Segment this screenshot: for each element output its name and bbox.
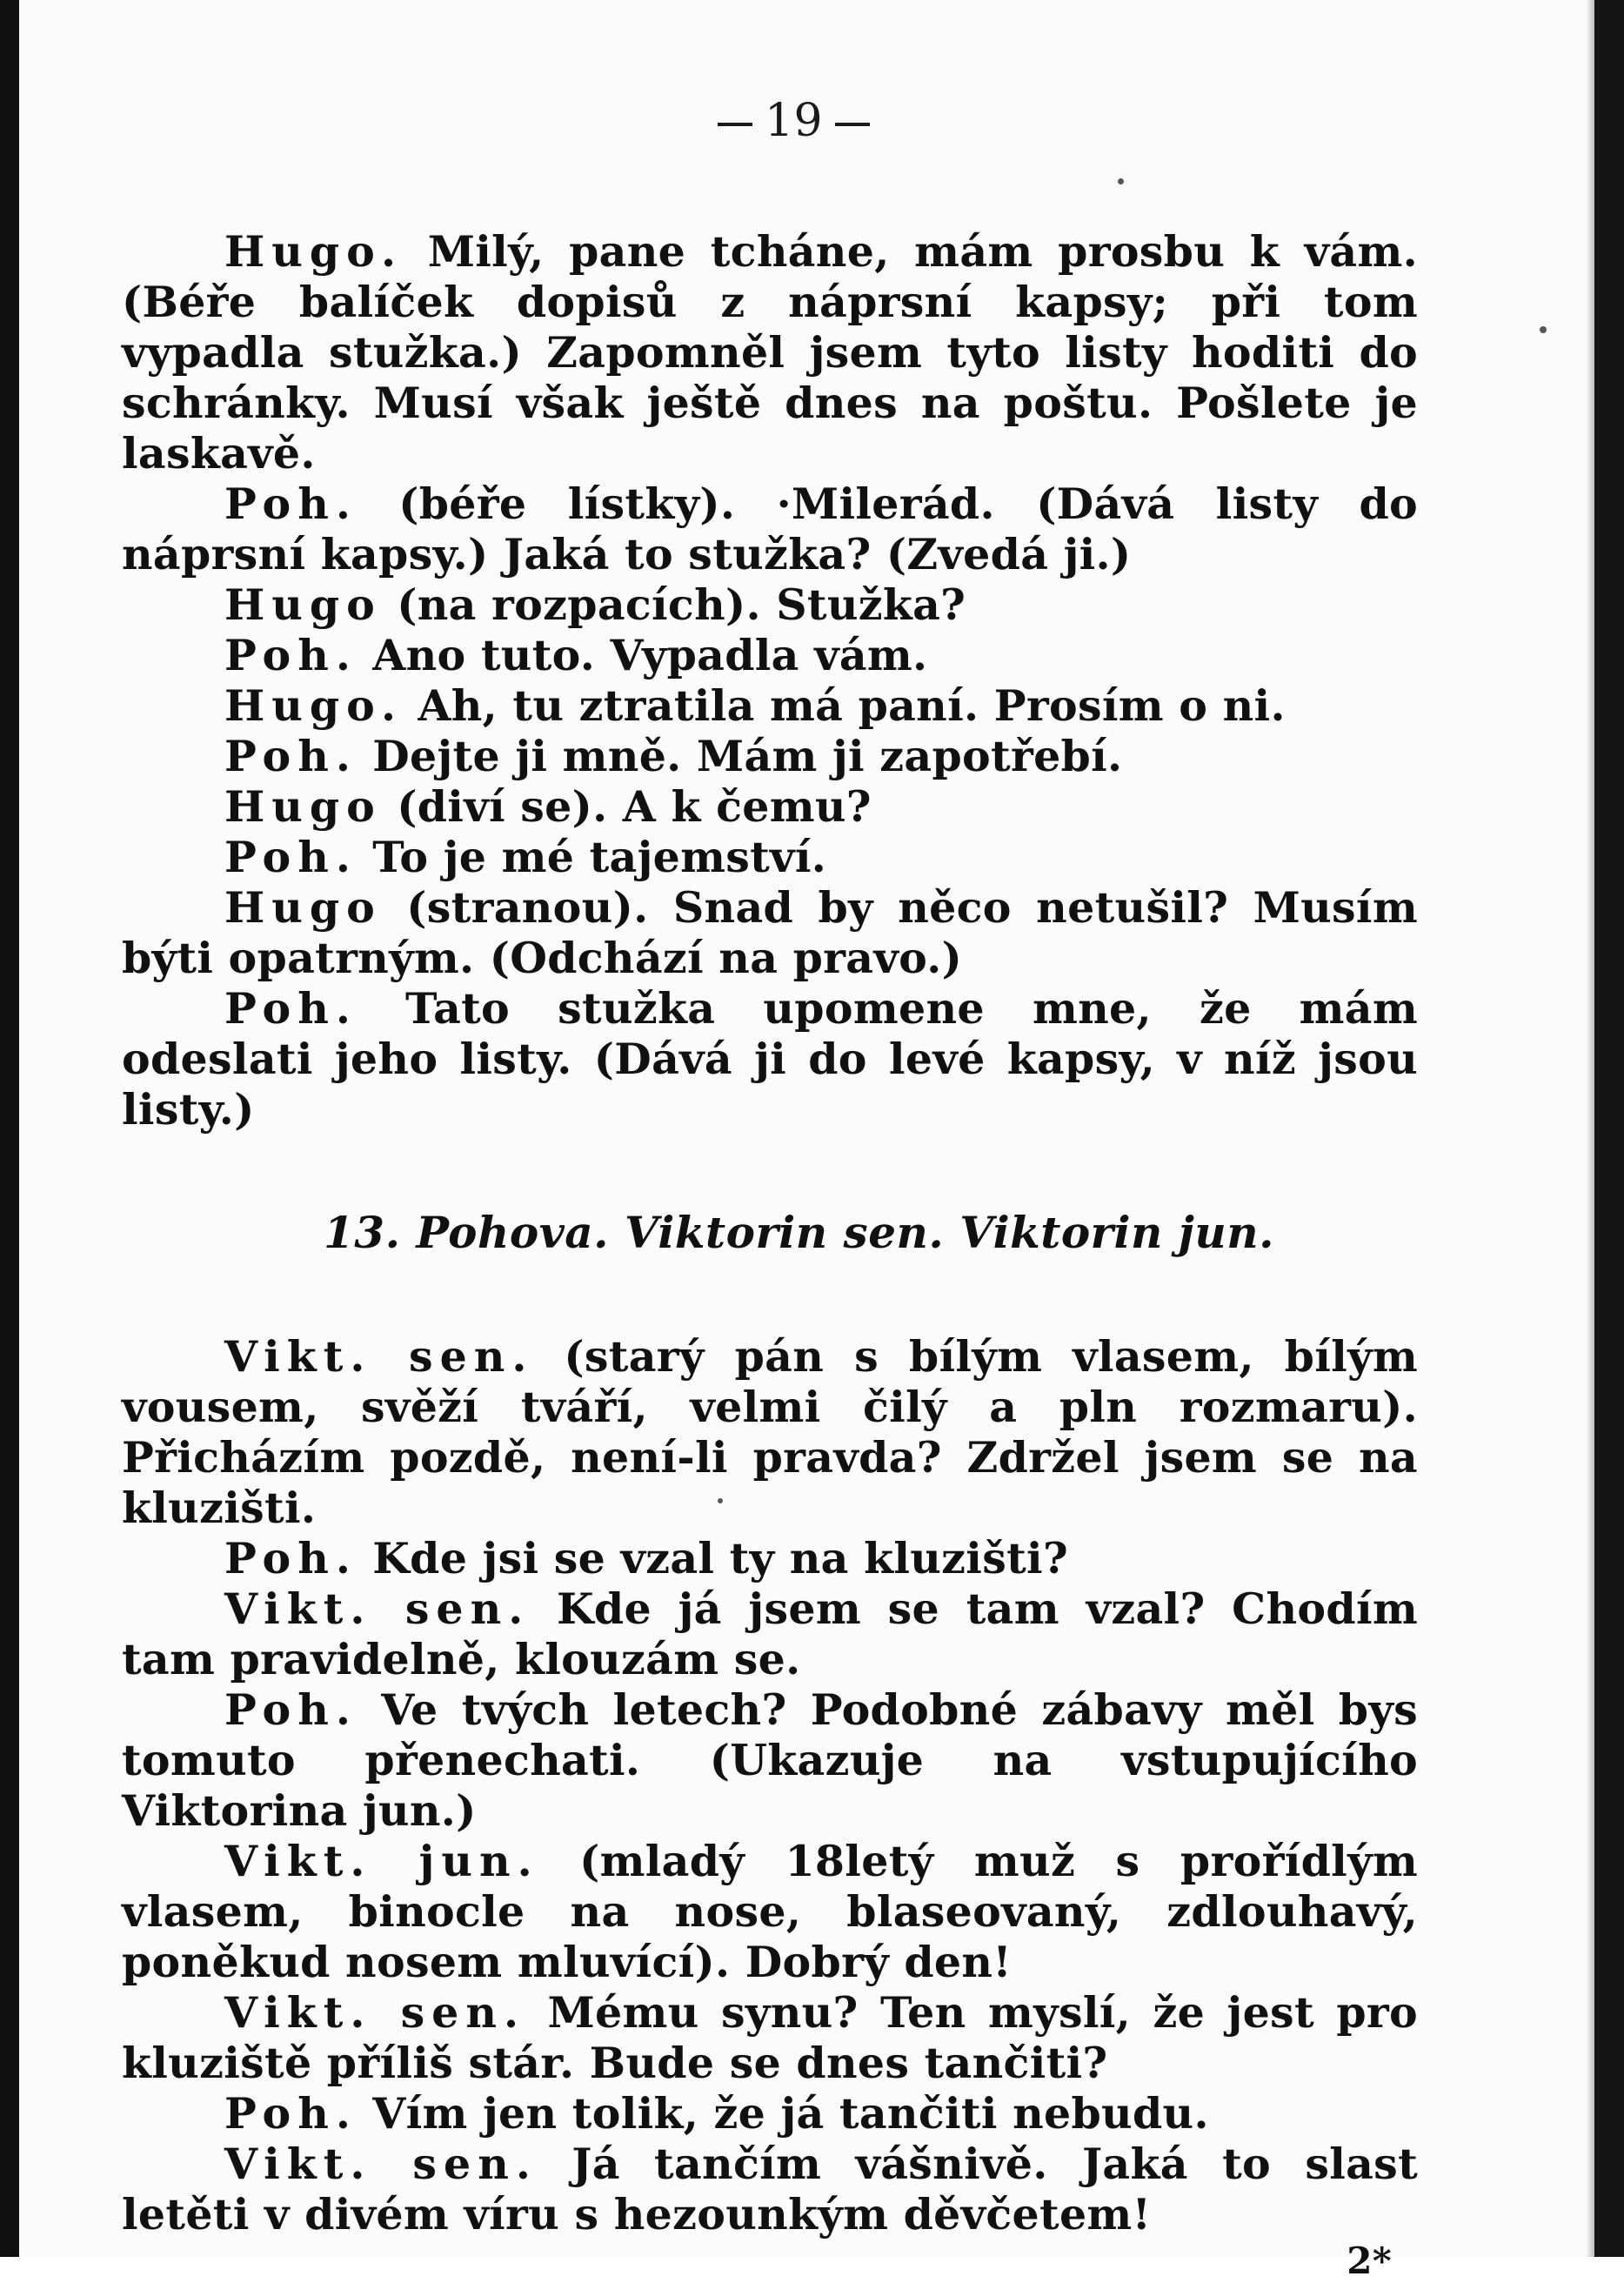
dialogue-line <box>122 226 1418 479</box>
speaker-name: Hugo. <box>224 680 404 731</box>
dialogue-line <box>122 882 1418 983</box>
speaker-name: Vikt. sen. <box>224 1987 526 2038</box>
speaker-name: Hugo <box>224 579 382 630</box>
dialogue-line <box>122 1533 1418 1583</box>
dialogue-text: Ve tvých letech? Podobné zábavy měl bys tomuto přenechati. (Ukazuje na vstupujícího Viktorina jun.) <box>122 1684 1418 1836</box>
signature-mark: 2* <box>1347 2239 1392 2282</box>
speaker-name: Hugo. <box>224 226 404 277</box>
dialogue-text: Já tančím vášnivě. Jaká to slast letěti v divém víru s hezounkým děvčetem! <box>122 2139 1419 2239</box>
dialogue-line <box>122 2088 1418 2139</box>
speaker-name: Poh. <box>224 630 358 680</box>
dialogue-text: (diví se). A k čemu? <box>381 781 872 832</box>
speaker-name: Vikt. sen. <box>224 1331 534 1382</box>
dialogue-line <box>122 1987 1418 2088</box>
dialogue-text: (starý pán s bílým vlasem, bílým vousem, svěží tváří, velmi čilý a pln rozmaru). Přicházím pozdě, není-li pravda? Zdržel jsem se na kluzišti. <box>122 1331 1418 1533</box>
dialogue-text: Kde já jsem se tam vzal? Chodím tam pravidelně, klouzám se. <box>122 1583 1419 1684</box>
dialogue-text: Ano tuto. Vypadla vám. <box>357 630 928 680</box>
dialogue-line <box>122 2139 1418 2239</box>
page-edge-shadow <box>1586 0 1594 2257</box>
speaker-name: Poh. <box>224 832 358 882</box>
scene-heading: 13. Pohova. Viktorin sen. Viktorin jun. <box>324 1207 1274 1258</box>
speaker-name: Hugo <box>224 882 382 933</box>
speaker-name: Poh. <box>224 2088 358 2139</box>
dialogue-block-1 <box>122 226 1418 1135</box>
speaker-name: Vikt. sen. <box>224 1583 531 1634</box>
dialogue-text: Mému synu? Ten myslí, že jest pro kluziště příliš stár. Bude se dnes tančiti? <box>122 1987 1418 2088</box>
speaker-name: Vikt. sen. <box>224 2139 538 2189</box>
speaker-name: Hugo <box>224 781 382 832</box>
speaker-name: Poh. <box>224 731 358 781</box>
dialogue-line <box>122 1583 1418 1684</box>
speaker-name: Poh. <box>224 479 358 529</box>
dialogue-text: (béře lístky). ·Milerád. (Dává listy do náprsní kapsy.) Jaká to stužka? (Zvedá ji.) <box>122 479 1418 579</box>
dialogue-line <box>122 731 1418 781</box>
dialogue-text: Milý, pane tcháne, mám prosbu k vám. (Béře balíček dopisů z náprsní kapsy; při tom vypadla stužka.) Zapomněl jsem tyto listy hoditi do schránky. Musí však ještě dnes na poštu. Pošlete je laskavě. <box>122 226 1418 479</box>
ink-speck <box>1540 326 1547 333</box>
page-body <box>122 96 1418 2283</box>
page-number-text: 19 <box>765 95 823 147</box>
dialogue-line <box>122 680 1418 731</box>
binding-edge <box>0 0 19 2257</box>
speaker-name: Poh. <box>224 1684 358 1735</box>
dialogue-text: Ah, tu ztratila má paní. Prosím o ni. <box>403 680 1286 731</box>
page-edge <box>1594 0 1624 2257</box>
dialogue-block-2 <box>122 1331 1418 2239</box>
dialogue-text: (mladý 18letý muž s prořídlým vlasem, binocle na nose, blaseovaný, zdlouhavý, poněkud nosem mluvící). Dobrý den! <box>122 1836 1419 1987</box>
speaker-name: Poh. <box>224 1533 358 1583</box>
dialogue-line <box>122 1836 1418 1987</box>
dialogue-text: Vím jen tolik, že já tančiti nebudu. <box>357 2088 1209 2139</box>
dialogue-text: Tato stužka upomene mne, že mám odeslati jeho listy. (Dává ji do levé kapsy, v níž jsou listy.) <box>122 983 1418 1135</box>
dialogue-line <box>122 1684 1418 1836</box>
dialogue-line <box>122 579 1418 630</box>
dialogue-line <box>122 1331 1418 1533</box>
page-number-dash <box>835 123 870 126</box>
dialogue-text: (na rozpacích). Stužka? <box>381 579 966 630</box>
dialogue-line <box>122 832 1418 882</box>
dialogue-text: (stranou). Snad by něco netušil? Musím býti opatrným. (Odchází na pravo.) <box>122 882 1418 983</box>
dialogue-line <box>122 781 1418 832</box>
page-number <box>170 96 1418 157</box>
page-number-dash <box>718 123 752 126</box>
dialogue-text: To je mé tajemství. <box>357 832 827 882</box>
speaker-name: Vikt. jun. <box>224 1836 539 1886</box>
dialogue-line <box>122 479 1418 579</box>
speaker-name: Poh. <box>224 983 358 1034</box>
dialogue-line <box>122 983 1418 1135</box>
dialogue-line <box>122 630 1418 680</box>
dialogue-text: Kde jsi se vzal ty na kluzišti? <box>357 1533 1068 1583</box>
dialogue-text: Dejte ji mně. Mám ji zapotřebí. <box>357 731 1123 781</box>
